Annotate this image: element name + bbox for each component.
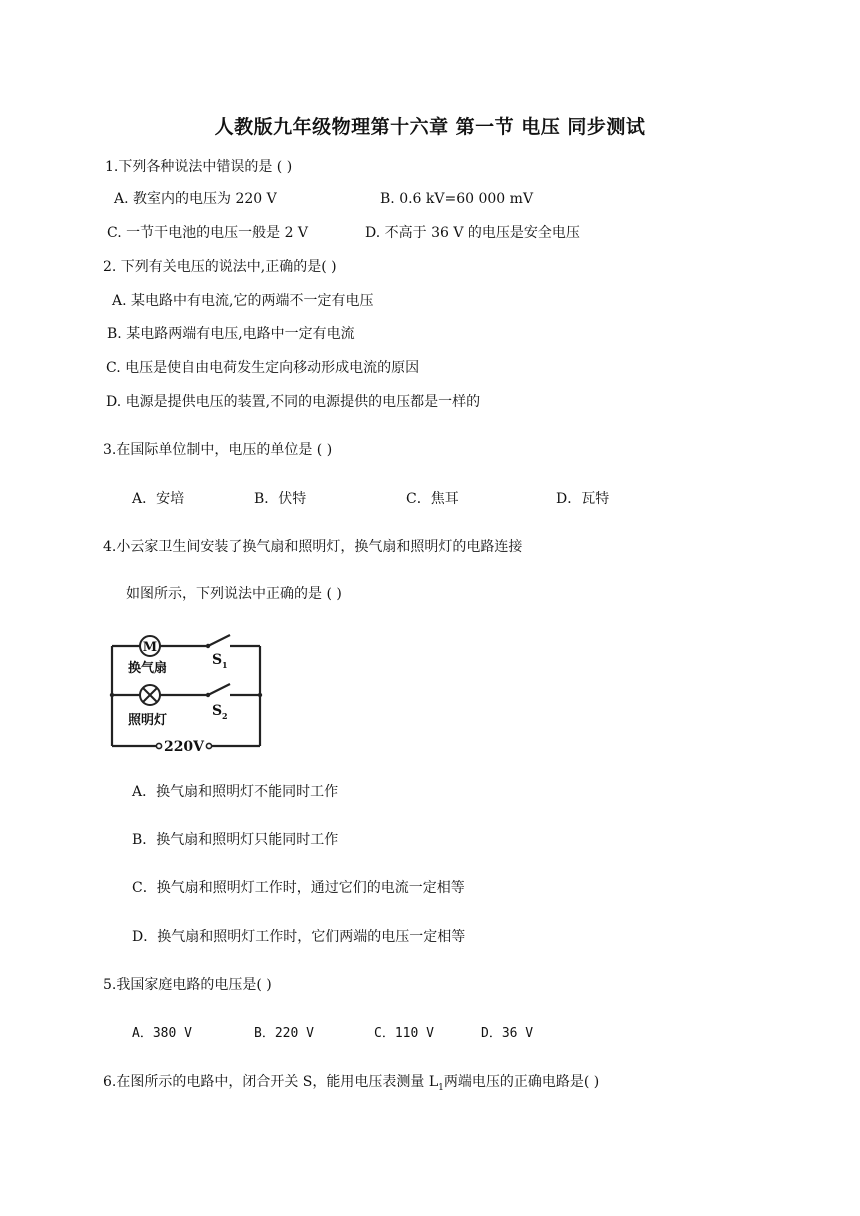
question-5-option-b: B．220 V <box>254 1026 314 1041</box>
question-1-stem: 1.下列各种说法中错误的是 ( ) <box>105 159 293 175</box>
supply-label: 220V <box>163 739 205 754</box>
question-4-option-c: C．换气扇和照明灯工作时，通过它们的电流一定相等 <box>132 880 465 896</box>
question-5-option-d: D．36 V <box>481 1026 534 1041</box>
fan-label: 换气扇 <box>128 661 168 676</box>
question-4-option-b: B．换气扇和照明灯只能同时工作 <box>132 832 339 848</box>
question-1-option-c: C. 一节干电池的电压一般是 2 V <box>107 225 309 241</box>
question-5-option-c: C．110 V <box>374 1026 434 1041</box>
question-3-option-a: A．安培 <box>132 491 185 507</box>
question-4-stem-line2: 如图所示，下列说法中正确的是 ( ) <box>126 586 342 602</box>
question-2-stem: 2. 下列有关电压的说法中,正确的是( ) <box>103 259 337 275</box>
question-6-stem-start: 6.在图所示的电路中，闭合开关 S，能用电压表测量 L <box>103 1074 439 1090</box>
question-5-stem: 5.我国家庭电路的电压是( ) <box>103 977 272 993</box>
question-4-stem-line1: 4.小云家卫生间安装了换气扇和照明灯，换气扇和照明灯的电路连接 <box>103 539 523 555</box>
question-6-stem-end: 两端电压的正确电路是( ) <box>443 1074 600 1090</box>
motor-label: M <box>142 640 158 655</box>
question-1-option-a: A. 教室内的电压为 220 V <box>114 191 277 207</box>
lamp-label: 照明灯 <box>128 713 168 728</box>
switch-1-subscript: 1 <box>222 660 228 670</box>
question-2-option-d: D. 电源是提供电压的装置,不同的电源提供的电压都是一样的 <box>106 394 481 410</box>
lamp-symbol <box>140 685 160 705</box>
switch-2-label: S <box>212 703 223 719</box>
circuit-diagram <box>104 628 268 754</box>
question-6-stem <box>103 1072 599 1098</box>
question-3-option-b: B．伏特 <box>254 491 307 507</box>
question-4-option-d: D．换气扇和照明灯工作时，它们两端的电压一定相等 <box>132 929 466 945</box>
question-3-stem: 3.在国际单位制中，电压的单位是 ( ) <box>103 442 333 458</box>
question-2-option-a: A. 某电路中有电流,它的两端不一定有电压 <box>112 293 374 309</box>
question-3-option-c: C．焦耳 <box>406 491 459 507</box>
question-5-option-a: A．380 V <box>132 1026 192 1041</box>
question-1-option-b: B. 0.6 kV=60 000 mV <box>380 191 534 207</box>
question-1-option-d: D. 不高于 36 V 的电压是安全电压 <box>365 225 580 241</box>
switch-1-label: S <box>212 652 223 668</box>
question-2-option-b: B. 某电路两端有电压,电路中一定有电流 <box>107 326 355 342</box>
question-4-option-a: A．换气扇和照明灯不能同时工作 <box>132 784 339 800</box>
question-6-subscript: 1 <box>438 1082 444 1093</box>
question-2-option-c: C. 电压是使自由电荷发生定向移动形成电流的原因 <box>106 360 420 376</box>
switch-2-subscript: 2 <box>222 711 228 721</box>
page-title: 人教版九年级物理第十六章 第一节 电压 同步测试 <box>214 116 646 138</box>
question-3-option-d: D．瓦特 <box>556 491 610 507</box>
